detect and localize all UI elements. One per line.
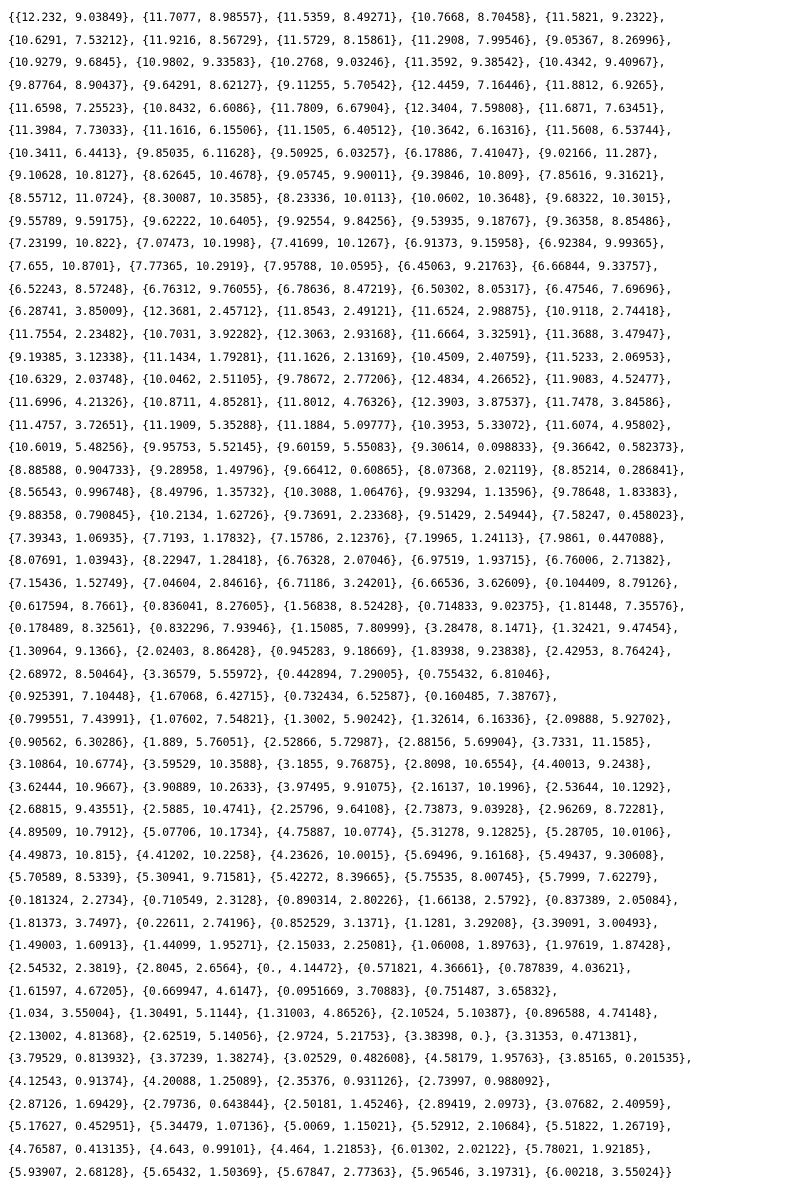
output-line: {6.28741, 3.85009}, {12.3681, 2.45712}, {11.8543, 2.49121}, {11.6524, 2.98875}, {10.9118, 2.74418}, — [8, 304, 673, 319]
output-line: {{12.232, 9.03849}, {11.7077, 8.98557}, {11.5359, 8.49271}, {10.7668, 8.70458}, {11.5821, 9.2322}, — [8, 10, 666, 24]
output-line: {2.68972, 8.50464}, {3.36579, 5.55972}, {0.442894, 7.29005}, {0.755432, 6.81046}, — [8, 666, 552, 681]
output-line: {0.90562, 6.30286}, {1.889, 5.76051}, {2.52866, 5.72987}, {2.88156, 5.69904}, {3.7331, 11.1585}, — [8, 734, 652, 749]
output-line: {3.79529, 0.813932}, {3.37239, 1.38274}, {3.02529, 0.482608}, {4.58179, 1.95763}, {3.85165, 0.201535}, — [8, 1051, 693, 1066]
output-line: {4.76587, 0.413135}, {4.643, 0.99101}, {4.464, 1.21853}, {6.01302, 2.02122}, {5.78021, 1.92185}, — [8, 1142, 652, 1157]
output-line: {10.3411, 6.4413}, {9.85035, 6.11628}, {9.50925, 6.03257}, {6.17886, 7.41047}, {9.02166, 11.287}, — [8, 145, 659, 160]
output-line: {9.87764, 8.90437}, {9.64291, 8.62127}, {9.11255, 5.70542}, {12.4459, 7.16446}, {11.8812, 6.9265}, — [8, 77, 666, 92]
output-line: {2.87126, 1.69429}, {2.79736, 0.643844}, {2.50181, 1.45246}, {2.89419, 2.0973}, {3.07682, 2.40959}, — [8, 1096, 673, 1111]
output-line: {5.93907, 2.68128}, {5.65432, 1.50369}, {5.67847, 2.77363}, {5.96546, 3.19731}, {6.00218, 3.55024}} — [8, 1164, 673, 1179]
output-line: {1.30964, 9.1366}, {2.02403, 8.86428}, {0.945283, 9.18669}, {1.83938, 9.23838}, {2.42953, 8.76424}, — [8, 643, 673, 658]
output-line: {9.55789, 9.59175}, {9.62222, 10.6405}, {9.92554, 9.84256}, {9.53935, 9.18767}, {9.36358, 8.85486}, — [8, 213, 673, 228]
output-line: {11.7554, 2.23482}, {10.7031, 3.92282}, {12.3063, 2.93168}, {11.6664, 3.32591}, {11.3688, 3.47947}, — [8, 326, 673, 341]
output-line: {10.6329, 2.03748}, {10.0462, 2.51105}, {9.78672, 2.77206}, {12.4834, 4.26652}, {11.9083, 4.52477}, — [8, 372, 673, 387]
output-line: {1.61597, 4.67205}, {0.669947, 4.6147}, {0.0951669, 3.70883}, {0.751487, 3.65832}, — [8, 983, 559, 998]
output-line: {8.07691, 1.03943}, {8.22947, 1.28418}, {6.76328, 2.07046}, {6.97519, 1.93715}, {6.76006, 2.71382}, — [8, 553, 673, 568]
output-line: {0.799551, 7.43991}, {1.07602, 7.54821}, {1.3002, 5.90242}, {1.32614, 6.16336}, {2.09888, 5.92702}, — [8, 711, 673, 726]
output-line: {8.56543, 0.996748}, {8.49796, 1.35732}, {10.3088, 1.06476}, {9.93294, 1.13596}, {9.78648, 1.83383}, — [8, 485, 679, 500]
output-line: {9.19385, 3.12338}, {11.1434, 1.79281}, {11.1626, 2.13169}, {10.4509, 2.40759}, {11.5233, 2.06953}, — [8, 349, 673, 364]
output-line: {1.034, 3.55004}, {1.30491, 5.1144}, {1.31003, 4.86526}, {2.10524, 5.10387}, {0.896588, 4.74148}, — [8, 1006, 659, 1021]
output-line: {1.81373, 3.7497}, {0.22611, 2.74196}, {0.852529, 3.1371}, {1.1281, 3.29208}, {3.39091, 3.00493}, — [8, 915, 659, 930]
coordinate-list — [8, 6, 777, 1183]
output-line: {9.10628, 10.8127}, {8.62645, 10.4678}, {9.05745, 9.90011}, {9.39846, 10.809}, {7.85616, 9.31621}, — [8, 168, 666, 183]
output-line: {5.17627, 0.452951}, {5.34479, 1.07136}, {5.0069, 1.15021}, {5.52912, 2.10684}, {5.51822, 1.26719}, — [8, 1119, 673, 1134]
output-line: {7.655, 10.8701}, {7.77365, 10.2919}, {7.95788, 10.0595}, {6.45063, 9.21763}, {6.66844, 9.33757}, — [8, 259, 659, 274]
output-line: {0.178489, 8.32561}, {0.832296, 7.93946}, {1.15085, 7.80999}, {3.28478, 8.1471}, {1.32421, 9.47454}, — [8, 621, 679, 636]
output-line: {11.3984, 7.73033}, {11.1616, 6.15506}, {11.1505, 6.40512}, {10.3642, 6.16316}, {11.5608, 6.53744}, — [8, 123, 673, 138]
output-line: {3.10864, 10.6774}, {3.59529, 10.3588}, {3.1855, 9.76875}, {2.8098, 10.6554}, {4.40013, 9.2438}, — [8, 757, 652, 772]
output-line: {0.925391, 7.10448}, {1.67068, 6.42715}, {0.732434, 6.52587}, {0.160485, 7.38767}, — [8, 689, 559, 704]
output-line: {1.49003, 1.60913}, {1.44099, 1.95271}, {2.15033, 2.25081}, {1.06008, 1.89763}, {1.97619, 1.87428}, — [8, 938, 673, 953]
output-line: {5.70589, 8.5339}, {5.30941, 9.71581}, {5.42272, 8.39665}, {5.75535, 8.00745}, {5.7999, 7.62279}, — [8, 870, 659, 885]
output-line: {10.9279, 9.6845}, {10.9802, 9.33583}, {10.2768, 9.03246}, {11.3592, 9.38542}, {10.4342, 9.40967}, — [8, 55, 666, 70]
output-line: {11.4757, 3.72651}, {11.1909, 5.35288}, {11.1884, 5.09777}, {10.3953, 5.33072}, {11.6074, 4.95802}, — [8, 417, 673, 432]
output-line: {10.6291, 7.53212}, {11.9216, 8.56729}, {11.5729, 8.15861}, {11.2908, 7.99546}, {9.05367, 8.26996}, — [8, 32, 673, 47]
output-line: {8.88588, 0.904733}, {9.28958, 1.49796}, {9.66412, 0.60865}, {8.07368, 2.02119}, {8.85214, 0.286841}, — [8, 462, 686, 477]
output-line: {9.88358, 0.790845}, {10.2134, 1.62726}, {9.73691, 2.23368}, {9.51429, 2.54944}, {7.58247, 0.458023}, — [8, 508, 686, 523]
output-line: {11.6996, 4.21326}, {10.8711, 4.85281}, {11.8012, 4.76326}, {12.3903, 3.87537}, {11.7478, 3.84586}, — [8, 394, 673, 409]
output-line: {7.39343, 1.06935}, {7.7193, 1.17832}, {7.15786, 2.12376}, {7.19965, 1.24113}, {7.9861, 0.447088}, — [8, 530, 666, 545]
output-line: {2.54532, 2.3819}, {2.8045, 2.6564}, {0., 4.14472}, {0.571821, 4.36661}, {0.787839, 4.03621}, — [8, 960, 632, 975]
output-line: {7.15436, 1.52749}, {7.04604, 2.84616}, {6.71186, 3.24201}, {6.66536, 3.62609}, {0.104409, 8.79126}, — [8, 576, 679, 591]
output-line: {4.49873, 10.815}, {4.41202, 10.2258}, {4.23626, 10.0015}, {5.69496, 9.16168}, {5.49437, 9.30608}, — [8, 847, 666, 862]
output-line: {10.6019, 5.48256}, {9.95753, 5.52145}, {9.60159, 5.55083}, {9.30614, 0.098833}, {9.36642, 0.582373}, — [8, 440, 686, 455]
output-line: {2.68815, 9.43551}, {2.5885, 10.4741}, {2.25796, 9.64108}, {2.73873, 9.03928}, {2.96269, 8.72281}, — [8, 802, 666, 817]
output-line: {6.52243, 8.57248}, {6.76312, 9.76055}, {6.78636, 8.47219}, {6.50302, 8.05317}, {6.47546, 7.69696}, — [8, 281, 673, 296]
output-line: {8.55712, 11.0724}, {8.30087, 10.3585}, {8.23336, 10.0113}, {10.0602, 10.3648}, {9.68322, 10.3015}, — [8, 191, 673, 206]
output-line: {3.62444, 10.9667}, {3.90889, 10.2633}, {3.97495, 9.91075}, {2.16137, 10.1996}, {2.53644, 10.1292}, — [8, 779, 673, 794]
output-line: {2.13002, 4.81368}, {2.62519, 5.14056}, {2.9724, 5.21753}, {3.38398, 0.}, {3.31353, 0.471381}, — [8, 1028, 639, 1043]
output-line: {7.23199, 10.822}, {7.07473, 10.1998}, {7.41699, 10.1267}, {6.91373, 9.15958}, {6.92384, 9.99365}, — [8, 236, 666, 251]
output-line: {0.181324, 2.2734}, {0.710549, 2.3128}, {0.890314, 2.80226}, {1.66138, 2.5792}, {0.837389, 2.05084}, — [8, 892, 679, 907]
output-line: {0.617594, 8.7661}, {0.836041, 8.27605}, {1.56838, 8.52428}, {0.714833, 9.02375}, {1.81448, 7.35576}, — [8, 598, 686, 613]
output-line: {4.12543, 0.91374}, {4.20088, 1.25089}, {2.35376, 0.931126}, {2.73997, 0.988092}, — [8, 1074, 552, 1089]
output-line: {4.89509, 10.7912}, {5.07706, 10.1734}, {4.75887, 10.0774}, {5.31278, 9.12825}, {5.28705, 10.0106}, — [8, 825, 673, 840]
output-line: {11.6598, 7.25523}, {10.8432, 6.6086}, {11.7809, 6.67904}, {12.3404, 7.59808}, {11.6871, 7.63451}, — [8, 100, 666, 115]
